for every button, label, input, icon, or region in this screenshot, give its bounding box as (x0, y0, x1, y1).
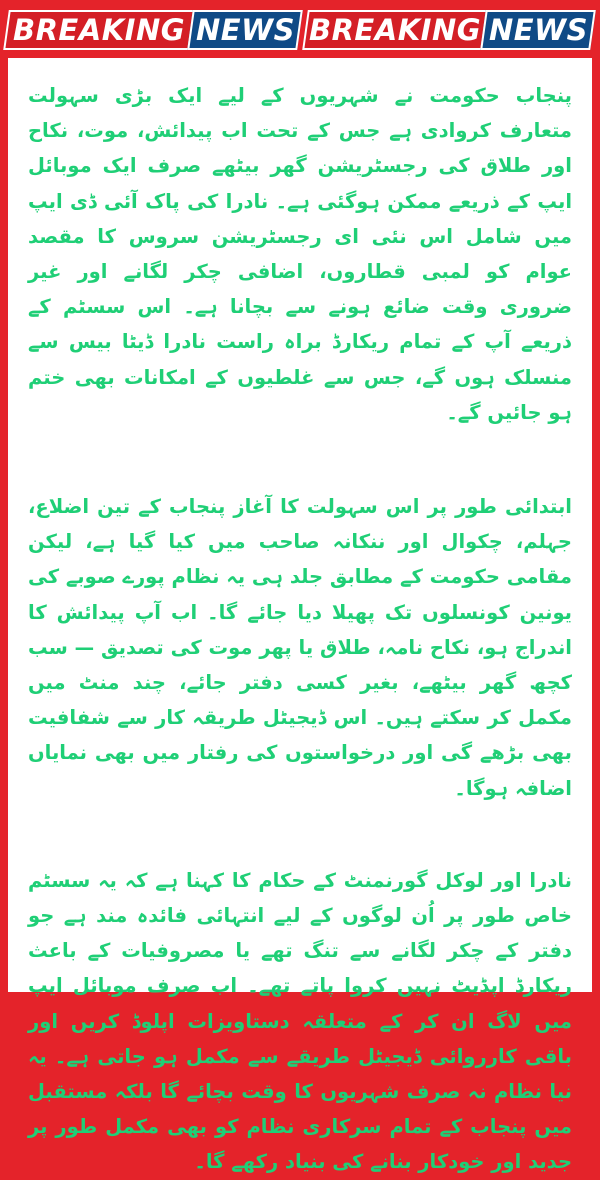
breaking-label (302, 10, 488, 50)
news-label (187, 10, 303, 50)
article-paragraph: پنجاب حکومت نے شہریوں کے لیے ایک بڑی سہولت متعارف کروادی ہے جس کے تحت اب پیدائش، موت، نکاح اور طلاق کی رجسٹریشن گھر بیٹھے صرف ایک موبائل ایپ کے ذریعے ممکن ہوگئی ہے۔ نادرا کی پاک آئی ڈی ایپ میں شامل اس نئی ای رجسٹریشن سروس کا مقصد عوام کو لمبی قطاروں، اضافی چکر لگانے اور غیر ضروری وقت ضائع ہونے سے بچانا ہے۔ اس سسٹم کے ذریعے آپ کے تمام ریکارڈ براہ راست نادرا ڈیٹا بیس سے منسلک ہوں گے، جس سے غلطیوں کے امکانات بھی ختم ہو جائیں گے۔ (28, 84, 572, 424)
breaking-news-banner (0, 0, 600, 58)
article-paragraph: ابتدائی طور پر اس سہولت کا آغاز پنجاب کے تین اضلاع، جہلم، چکوال اور ننکانہ صاحب میں کیا گیا ہے، لیکن مقامی حکومت کے مطابق جلد ہی یہ نظام پورے صوبے کی یونین کونسلوں تک پھیلا دیا جائے گا۔ اب آپ پیدائش کا اندراج ہو، نکاح نامہ، طلاق یا پھر موت کی تصدیق — سب کچھ گھر بیٹھے، بغیر کسی دفتر جائے، چند منٹ میں مکمل کر سکتے ہیں۔ اس ڈیجیٹل طریقہ کار سے شفافیت بھی بڑھے گی اور درخواستوں کی رفتار میں بھی نمایاں اضافہ ہوگا۔ (28, 495, 572, 800)
news-label (480, 10, 596, 50)
breaking-text: BREAKING (12, 13, 186, 47)
article-panel (8, 58, 592, 1174)
news-text: NEWS (488, 13, 588, 47)
article-paragraph: نادرا اور لوکل گورنمنٹ کے حکام کا کہنا ہے کہ یہ سسٹم خاص طور پر اُن لوگوں کے لیے انتہائی فائدہ مند ہے جو دفتر کے چکر لگانے سے تنگ تھے یا مصروفیات کے باعث ریکارڈ اپڈیٹ نہیں کروا پاتے تھے۔ اب صرف موبائل ایپ میں لاگ ان کر کے متعلقہ دستاویزات اپلوڈ کریں اور باقی کارروائی ڈیجیٹل طریقے سے مکمل ہو جاتی ہے۔ یہ نیا نظام نہ صرف شہریوں کا وقت بچائے گا بلکہ مستقبل میں پنجاب کے تمام سرکاری نظام کو بھی مکمل طور پر جدید اور خودکار بنانے کی بنیاد رکھے گا۔ (28, 868, 572, 1174)
breaking-text: BREAKING (308, 13, 482, 47)
breaking-label (3, 10, 195, 50)
article-body (28, 78, 572, 1180)
news-text: NEWS (195, 13, 295, 47)
